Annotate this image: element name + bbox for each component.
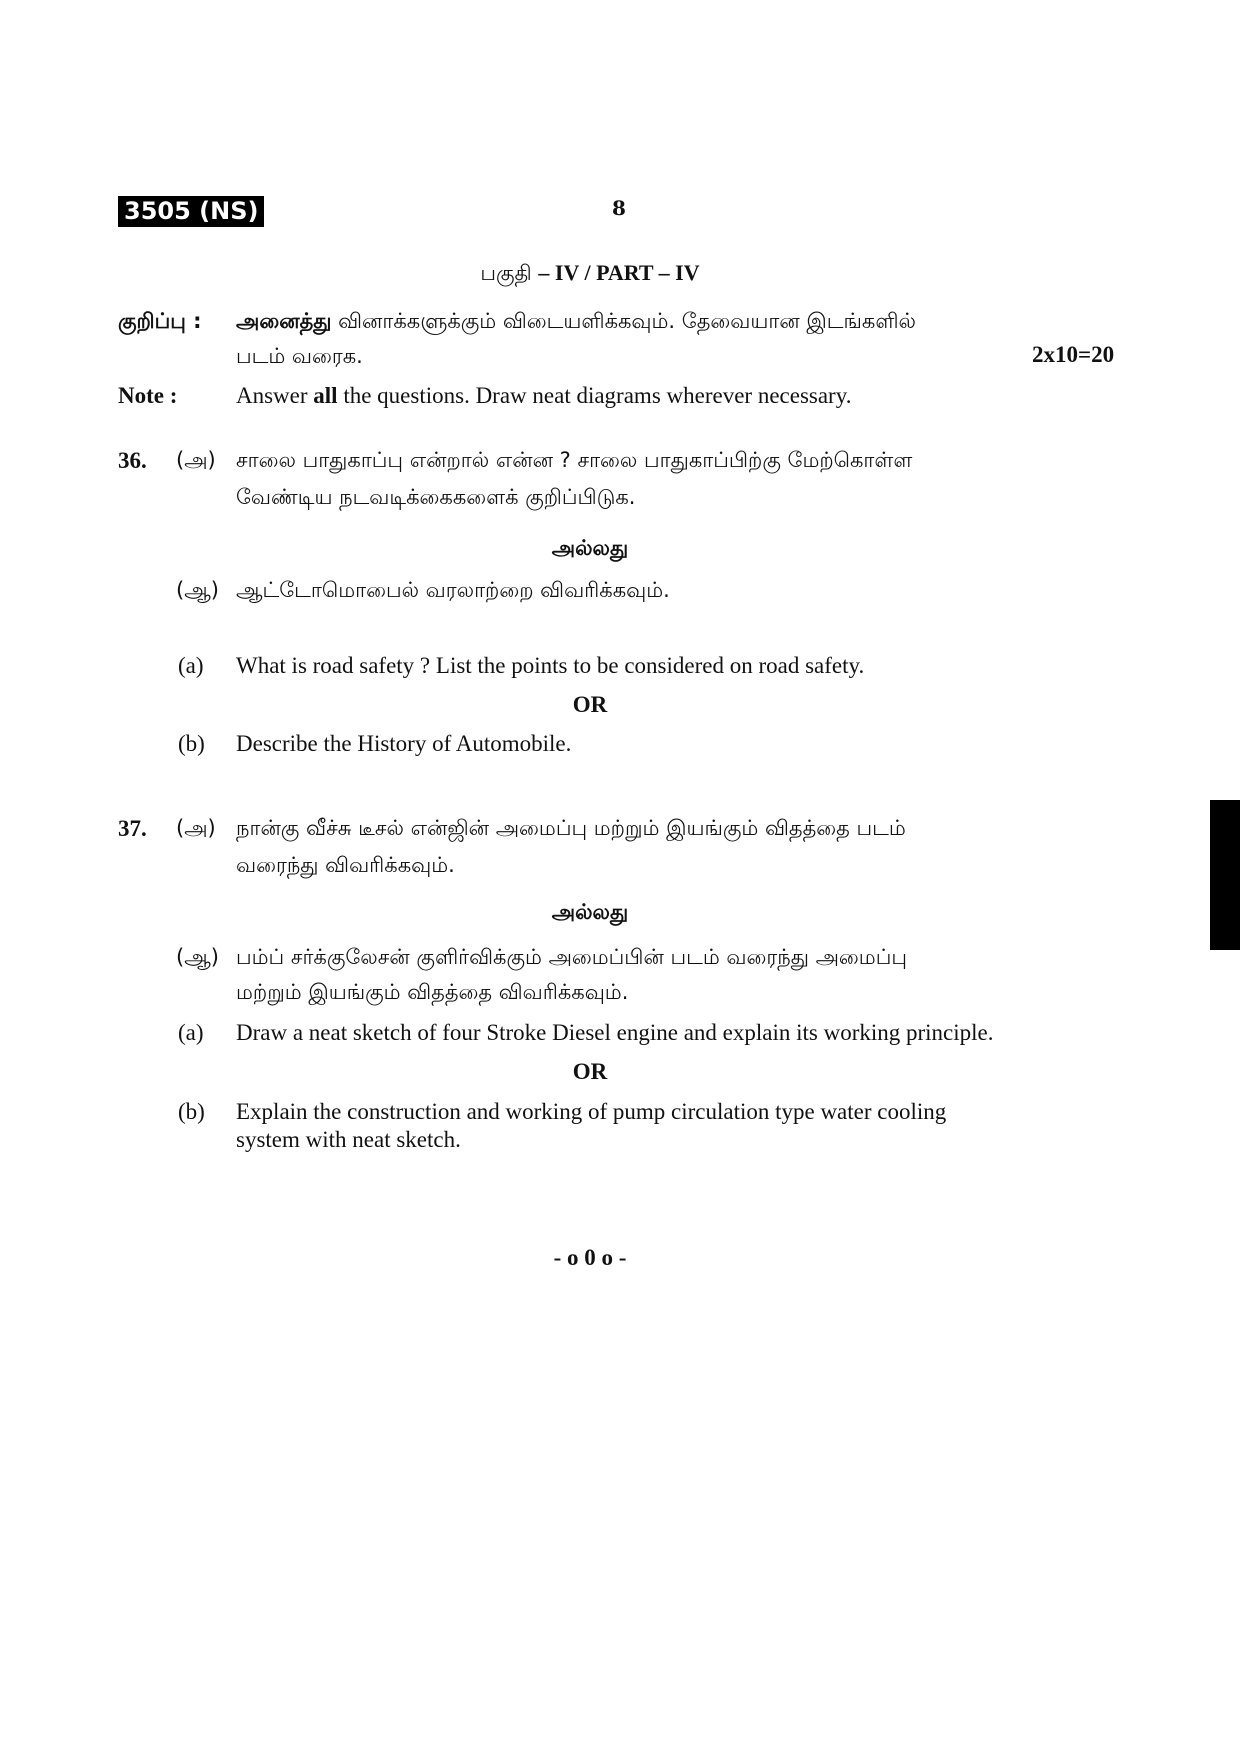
question-36-english-or: OR <box>572 692 608 717</box>
question-37-tamil-b-label: (ஆ) <box>176 945 219 969</box>
question-36-number: 36. <box>118 448 147 473</box>
note-text-tamil-line1 <box>236 304 916 338</box>
note-english-bold: all <box>313 383 338 408</box>
question-37-english-b-label: (b) <box>178 1099 205 1124</box>
question-36-english-a-label: (a) <box>178 653 204 678</box>
question-36-tamil-a-line2: வேண்டிய நடவடிக்கைகளைக் குறிப்பிடுக. <box>236 485 636 509</box>
note-english-post: the questions. Draw neat diagrams wherever necessary. <box>337 383 852 408</box>
marks-label: 2x10=20 <box>1032 342 1115 367</box>
question-37-english-a-label: (a) <box>178 1020 204 1045</box>
note-english-pre: Answer <box>236 383 314 408</box>
end-of-paper-mark: - o 0 o - <box>553 1245 627 1270</box>
note-text-english <box>236 382 851 410</box>
question-36-tamil-or: அல்லது <box>551 536 629 560</box>
question-36-english-b-label: (b) <box>178 731 205 756</box>
question-37-english-or: OR <box>572 1059 608 1084</box>
note-label-tamil: குறிப்பு : <box>118 309 202 333</box>
question-36-tamil-b-label: (ஆ) <box>176 578 219 602</box>
question-37-english-b-line2: system with neat sketch. <box>236 1127 461 1152</box>
note-text-tamil-line2: படம் வரைக. <box>236 344 363 368</box>
question-37-tamil-a-line2: வரைந்து விவரிக்கவும். <box>236 853 455 877</box>
question-37-english-a-line1: Draw a neat sketch of four Stroke Diesel engine and explain its working principle. <box>236 1020 994 1045</box>
question-37-english-b-line1: Explain the construction and working of pump circulation type water cooling <box>236 1099 947 1124</box>
question-37-tamil-a-label: (அ) <box>176 816 216 840</box>
question-36-tamil-a-line1: சாலை பாதுகாப்பு என்றால் என்ன ? சாலை பாதுகாப்பிற்கு மேற்கொள்ள <box>236 448 913 472</box>
question-37-tamil-or: அல்லது <box>551 900 629 924</box>
note-bold-tamil: அனைத்து <box>236 309 332 333</box>
part-heading <box>0 260 1180 288</box>
note-rest-tamil: வினாக்களுக்கும் விடையளிக்கவும். தேவையான இடங்களில் <box>331 309 916 333</box>
note-label-english: Note : <box>118 383 178 408</box>
part-heading-title: – IV / PART – IV <box>538 260 700 285</box>
question-36-english-a-line1: What is road safety ? List the points to be considered on road safety. <box>236 653 865 678</box>
question-37-tamil-a-line1: நான்கு வீச்சு டீசல் என்ஜின் அமைப்பு மற்றும் இயங்கும் விதத்தை படம் <box>236 816 906 840</box>
page-number: 8 <box>612 196 626 220</box>
question-36-tamil-a-label: (அ) <box>176 448 216 472</box>
question-37-number: 37. <box>118 816 147 841</box>
side-thumb-tab <box>1210 800 1240 950</box>
part-heading-tamil: பகுதி <box>480 261 532 285</box>
paper-code-badge: 3505 (NS) <box>118 196 264 227</box>
question-36-tamil-b-line1: ஆட்டோமொபைல் வரலாற்றை விவரிக்கவும். <box>236 578 670 602</box>
question-37-tamil-b-line2: மற்றும் இயங்கும் விதத்தை விவரிக்கவும். <box>236 980 629 1004</box>
question-37-tamil-b-line1: பம்ப் சர்க்குலேசன் குளிர்விக்கும் அமைப்பின் படம் வரைந்து அமைப்பு <box>236 945 907 969</box>
question-36-english-b-line1: Describe the History of Automobile. <box>236 731 572 756</box>
